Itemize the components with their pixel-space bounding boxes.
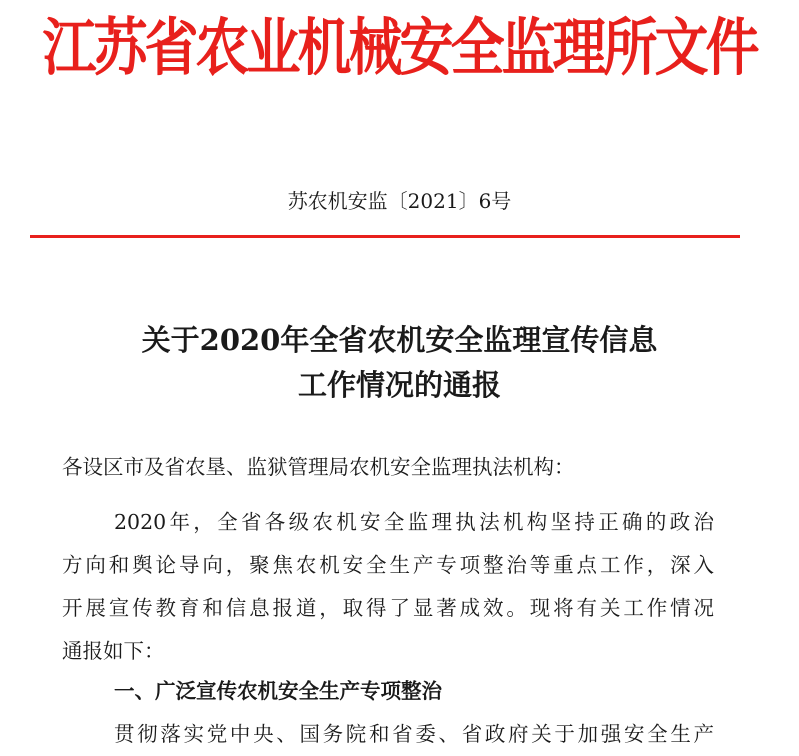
salutation: 各设区市及省农垦、监狱管理局农机安全监理执法机构： — [62, 455, 575, 479]
org-red-header: 江苏省农业机械安全监理所文件 — [42, 11, 757, 84]
paragraph-line: 贯彻落实党中央、国务院和省委、省政府关于加强安全生产 — [114, 722, 714, 746]
document-title-line-1: 关于2020年全省农机安全监理宣传信息 — [141, 323, 658, 357]
paragraph-line: 通报如下： — [62, 639, 165, 663]
paragraph-line: 开展宣传教育和信息报道，取得了显著成效。现将有关工作情况 — [62, 596, 714, 620]
document-number: 苏农机安监〔2021〕6号 — [287, 189, 512, 213]
red-divider-line — [30, 235, 740, 238]
section-heading-1: 一、广泛宣传农机安全生产专项整治 — [114, 679, 442, 703]
paragraph-line: 2020年，全省各级农机安全监理执法机构坚持正确的政治 — [114, 510, 714, 534]
paragraph-line: 方向和舆论导向，聚焦农机安全生产专项整治等重点工作，深入 — [62, 553, 714, 577]
document-title-line-2: 工作情况的通报 — [297, 368, 501, 402]
